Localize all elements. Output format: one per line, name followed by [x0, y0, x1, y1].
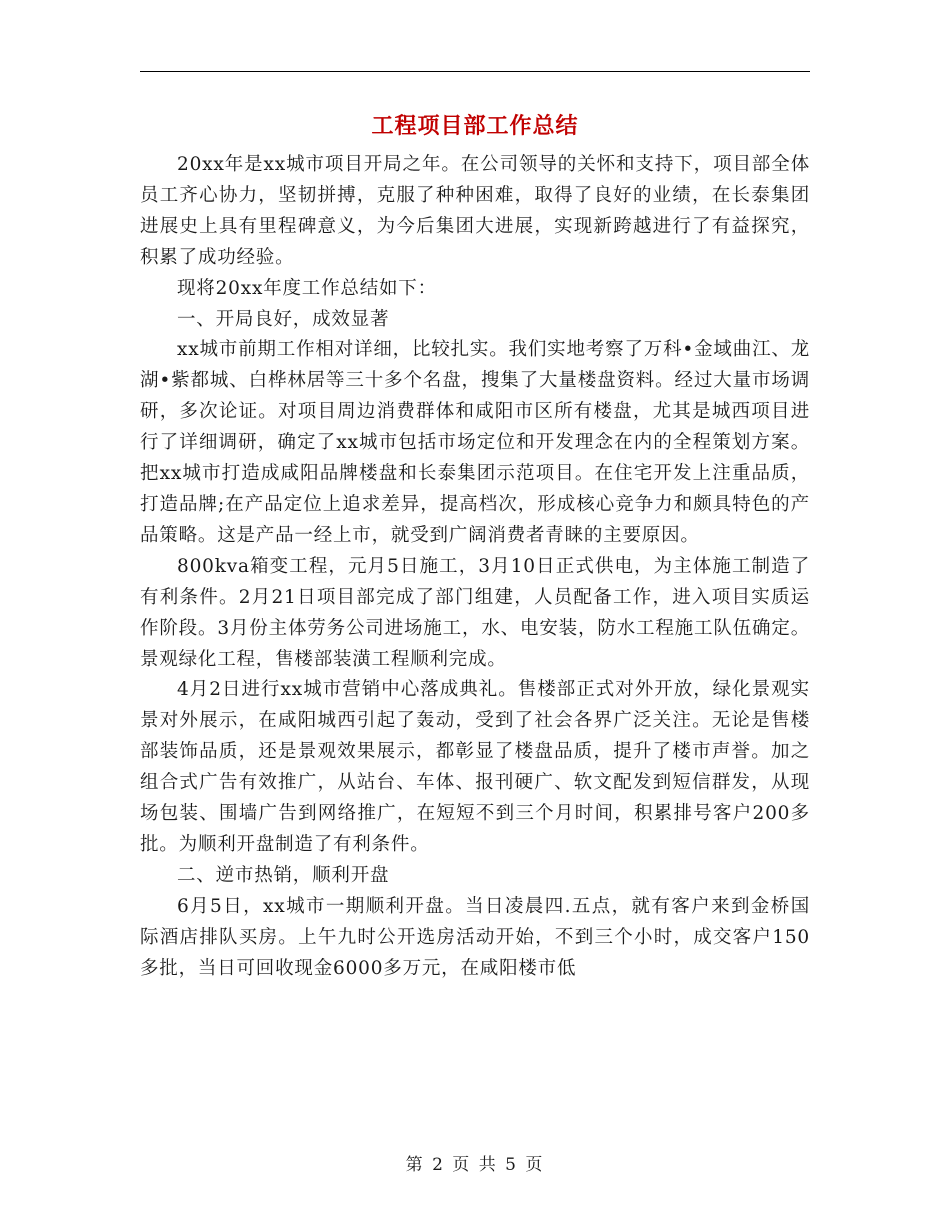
paragraph-early-work: xx城市前期工作相对详细，比较扎实。我们实地考察了万科•金域曲江、龙湖•紫都城、白桦林居等三十多个名盘，搜集了大量楼盘资料。经过大量市场调研，多次论证。对项目周边消费群体和咸阳市区所有楼盘，尤其是城西项目进行了详细调研，确定了xx城市包括市场定位和开发理念在内的全程策划方案。把xx城市打造成咸阳品牌楼盘和长泰集团示范项目。在住宅开发上注重品质，打造品牌;在产品定位上追求差异，提高档次，形成核心竞争力和颇具特色的产品策略。这是产品一经上市，就受到广阔消费者青睐的主要原因。 [140, 339, 810, 546]
page-number: 第 2 页 共 5 页 [405, 1155, 545, 1175]
paragraph-intro: 20xx年是xx城市项目开局之年。在公司领导的关怀和支持下，项目部全体员工齐心协力，坚韧拼搏，克服了种种困难，取得了良好的业绩，在长泰集团进展史上具有里程碑意义，为今后集团大进展，实现新跨越进行了有益探究，积累了成功经验。 [140, 154, 810, 268]
section-heading-1: 一、开局良好，成效显著 [177, 308, 390, 330]
document-title: 工程项目部工作总结 [371, 113, 579, 139]
document-body [140, 150, 810, 984]
paragraph-opening: 6月5日，xx城市一期顺利开盘。当日凌晨四.五点，就有客户来到金桥国际酒店排队买房。上午九时公开选房活动开始，不到三个小时，成交客户150多批，当日可回收现金6000多万元，在咸阳楼市低 [140, 895, 810, 979]
header-rule [140, 71, 810, 72]
paragraph-summary-lead: 现将20xx年度工作总结如下： [177, 277, 437, 299]
paragraph-marketing-center: 4月2日进行xx城市营销中心落成典礼。售楼部正式对外开放，绿化景观实景对外展示，在咸阳城西引起了轰动，受到了社会各界广泛关注。无论是售楼部装饰品质，还是景观效果展示，都彰显了楼盘品质，提升了楼市声誉。加之组合式广告有效推广，从站台、车体、报刊硬广、软文配发到短信群发，从现场包装、围墙广告到网络推广，在短短不到三个月时间，积累排号客户200多批。为顺利开盘制造了有利条件。 [140, 679, 810, 855]
section-heading-2: 二、逆市热销，顺利开盘 [177, 864, 390, 886]
paragraph-substation: 800kva箱变工程，元月5日施工，3月10日正式供电，为主体施工制造了有利条件。2月21日项目部完成了部门组建，人员配备工作，进入项目实质运作阶段。3月份主体劳务公司进场施工，水、电安装，防水工程施工队伍确定。景观绿化工程，售楼部装潢工程顺利完成。 [140, 555, 810, 670]
